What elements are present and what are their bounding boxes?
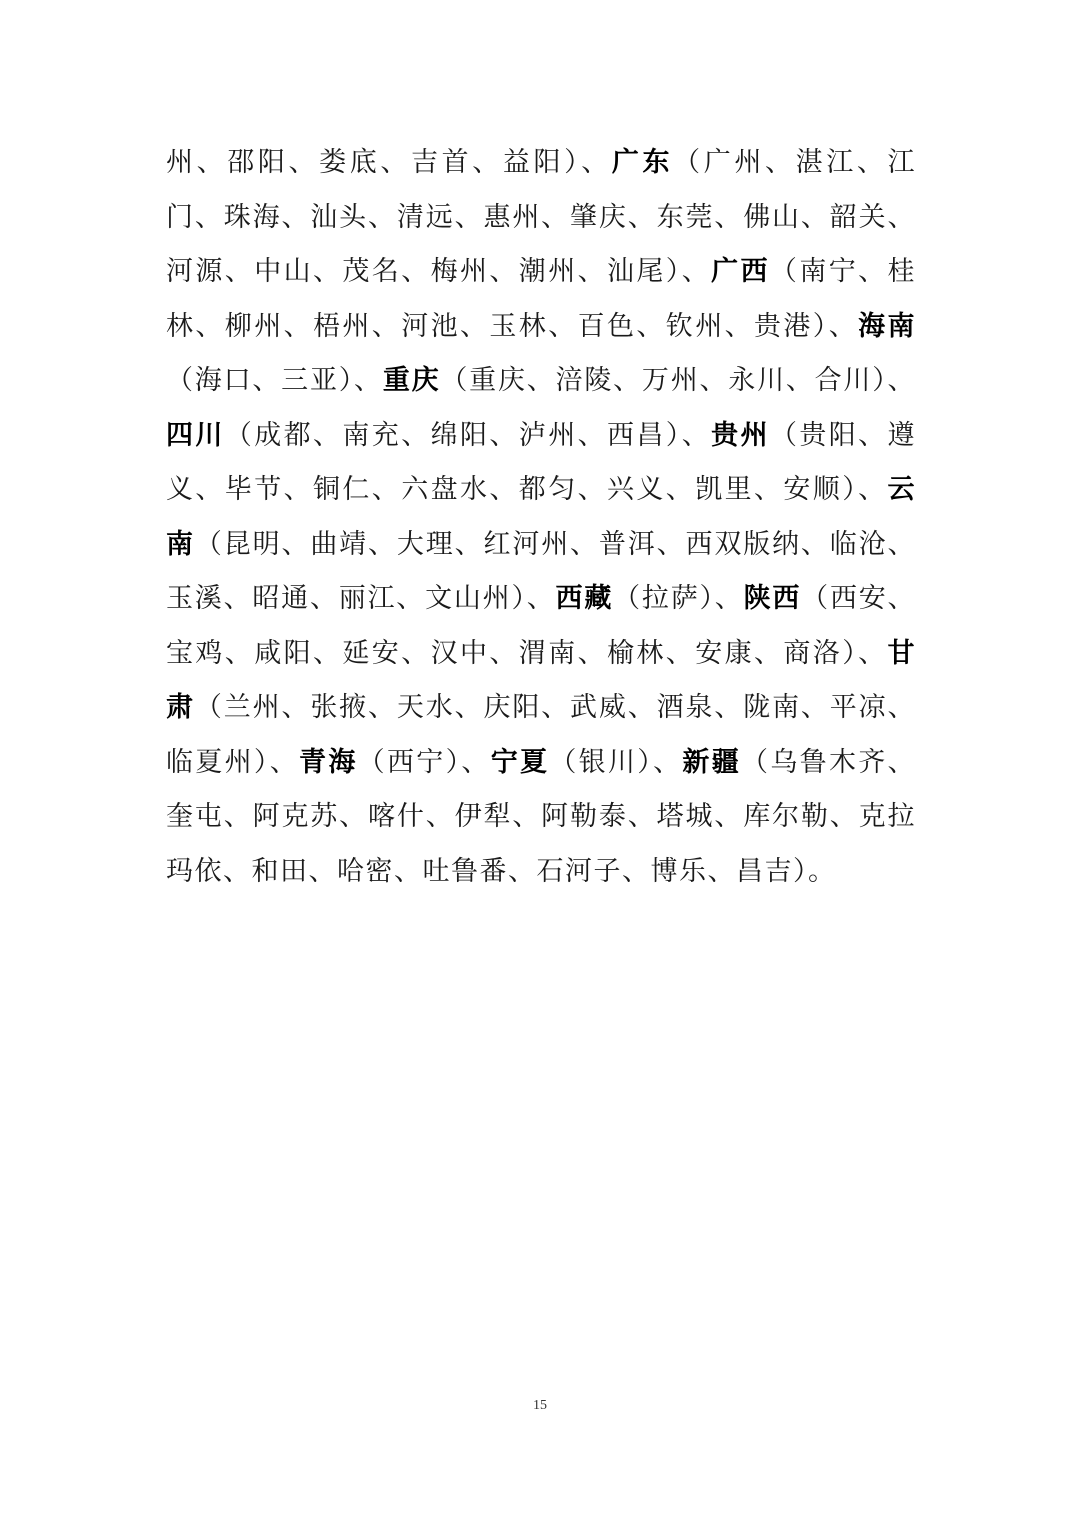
region-name-shaanxi: 陕西 [743, 583, 802, 614]
region-name-guangxi: 广西 [711, 256, 770, 287]
region-cities-xizang: （拉萨）、 [613, 583, 744, 614]
region-cities-ningxia: （银川）、 [549, 746, 683, 778]
region-name-ningxia: 宁夏 [490, 746, 550, 778]
region-cities-yunnan: （昆明、曲靖、大理、红河州、普洱、西双版纳、临沧、玉溪、昭通、丽江、文山州）、 [166, 528, 917, 614]
region-name-sichuan: 四川 [166, 419, 225, 451]
region-name-xinjiang: 新疆 [682, 746, 742, 778]
region-name-qinghai: 青海 [299, 746, 358, 778]
page-number: 15 [533, 1398, 547, 1413]
region-cities-qinghai: （西宁）、 [357, 746, 491, 778]
region-cities-shaanxi: （西安、宝鸡、咸阳、延安、汉中、渭南、榆林、安康、商洛）、 [166, 583, 917, 669]
region-name-hainan: 海南 [858, 310, 917, 342]
region-name-chongqing: 重庆 [382, 365, 441, 396]
region-name-xizang: 西藏 [555, 583, 614, 614]
region-cities-chongqing: （重庆、涪陵、万州、永川、合川）、 [440, 365, 917, 396]
region-cities-xinjiang: （乌鲁木齐、奎屯、阿克苏、喀什、伊犁、阿勒泰、塔城、库尔勒、克拉玛依、和田、哈密、吐鲁番、石河子、博乐、昌吉）。 [166, 746, 917, 887]
region-name-yunnan: 云南 [166, 474, 916, 560]
region-name-guangdong: 广东 [611, 147, 674, 178]
region-cities-gansu: （兰州、张掖、天水、庆阳、武威、酒泉、陇南、平凉、临夏州）、 [166, 692, 917, 778]
region-cities-hainan: （海口、三亚）、 [166, 365, 383, 396]
region-name-guizhou: 贵州 [711, 419, 770, 451]
region-cities-guizhou: （贵阳、遵义、毕节、铜仁、六盘水、都匀、兴义、凯里、安顺）、 [166, 419, 917, 505]
region-name-gansu: 甘肃 [166, 637, 916, 723]
region-cities-guangxi: （南宁、桂林、柳州、梧州、河池、玉林、百色、钦州、贵港）、 [166, 256, 917, 342]
lead-text: 州、邵阳、娄底、吉首、益阳）、 [166, 147, 612, 178]
region-cities-guangdong: （广州、湛江、江门、珠海、汕头、清远、惠州、肇庆、东莞、佛山、韶关、河源、中山、茂名、梅州、潮州、汕尾）、 [166, 147, 916, 287]
region-cities-sichuan: （成都、南充、绵阳、泸州、西昌）、 [224, 419, 712, 451]
city-list-paragraph [166, 136, 916, 899]
